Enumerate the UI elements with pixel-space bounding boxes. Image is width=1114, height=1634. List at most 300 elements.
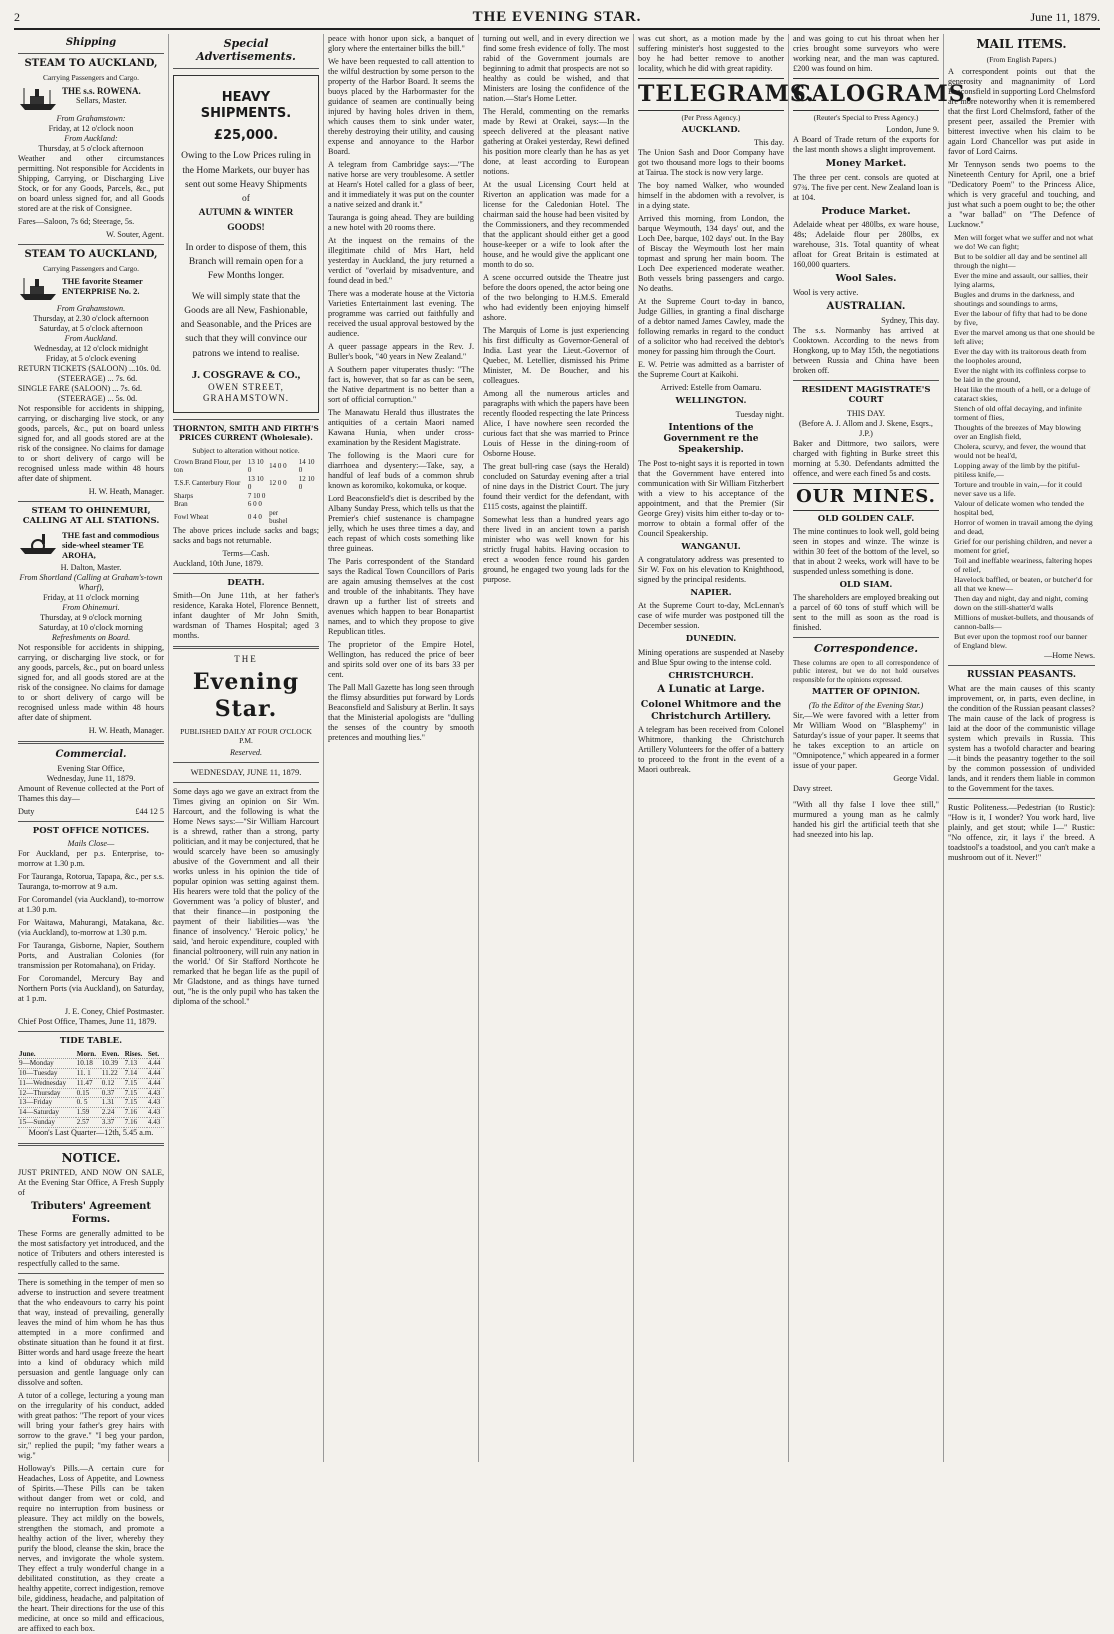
ship3-from-when: Friday, at 11 o'clock morning [43,592,139,602]
matter-heading: MATTER OF OPINION. [812,687,920,698]
tide-cell: 4.44 [147,1059,164,1069]
intentions-heading: Intentions of the Government re the Speakership. [663,422,759,455]
table-row [173,475,319,492]
poem-line: Ever the day with its traitorous death from the loopholes around, [954,346,1087,366]
tele-arrived: Arrived: Estelle from Oamaru. [660,383,762,393]
place-dunedin: DUNEDIN. [685,634,737,645]
calo-paragraph: A Board of Trade return of the exports for the last month shows a slight improvement. [793,134,939,154]
post-office-item: For Coromandel (via Auckland), to-morrow at 1.30 p.m. [18,895,164,915]
ship3-title: STEAM TO OHINEMURI, CALLING AT ALL STATIONS. [22,505,160,527]
poem [948,233,1095,651]
ship2-from2: From Auckland. [64,333,118,343]
tide-col: June. [18,1050,76,1059]
duty-label: Duty [18,806,35,816]
table-row [18,1078,164,1088]
paper-nameplate: Evening Star. [192,669,300,723]
ship2-from2-when: Wednesday, at 12 o'clock midnight [33,343,149,353]
place-wellington: WELLINGTON. [675,396,747,407]
matter-to: (To the Editor of the Evening Star.) [808,700,924,710]
poem-line: Then day and night, day and night, coming down on the still-shatter'd walls [954,593,1089,613]
ad-amount: £25,000. [213,127,279,143]
tele-this-day: This day. [754,138,784,148]
telegram-paragraph: E. W. Petrie was admitted as a barrister of the Supreme Court at Kaikohi. [638,360,784,380]
tide-cell: 4.43 [147,1098,164,1108]
mail-items-heading: MAIL ITEMS. [976,37,1067,51]
news-paragraph: and was going to cut his throat when her cries brought some surveyors who were working near, and the man was captured. £200 was found on him. [793,34,939,73]
table-row [173,500,319,509]
golden-calf-heading: OLD GOLDEN CALF. [817,513,915,524]
ship1-title: STEAM TO AUCKLAND, [24,58,158,70]
mail-items-sub: (From English Papers.) [986,54,1057,64]
ship1-fares: Fares—Saloon, 7s 6d; Steerage, 5s. [18,216,135,226]
tide-cell: 10.18 [76,1059,101,1069]
news-paragraph: The great bull-ring case (says the Herald) concluded on Saturday evening after a trial of nine days in the District Court. The jury found their verdict for the defendant, with £115 costs, against the plaintiff. [483,462,629,511]
ship3-name: THE fast and commodious side-wheel steamer TE AROHA, [62,529,160,561]
notice-note: These Forms are generally admitted to be the most satisfactory yet introduced, and the notice of Tributers and others interested is respectfully called to the same. [18,1228,164,1268]
divider [173,68,319,69]
tide-cell: 12—Thursday [18,1088,76,1098]
money-text: The three per cent. consols are quoted at 97¾. The five per cent. New Zealand loan is at 104. [793,172,939,202]
commercial-office: Evening Star Office, [57,763,125,773]
tide-col: Set. [147,1050,164,1059]
post-office-office: Chief Post Office, Thames, June 11, 1879. [18,1017,157,1027]
ship2-from2-when2: Friday, at 5 o'clock evening [45,353,137,363]
tide-cell: 9—Monday [18,1059,76,1069]
table-row [18,1118,164,1128]
news-paragraph: The Paris correspondent of the Standard says the Radical Town Councillors of Paris are again amusing themselves at the cost and trouble of the inhabitants. They have drawn up a further list of streets and avenues which happen to bear Bonapartist names, and to which they propose to give Republican titles. [328,557,474,636]
calograms-sub: (Reuter's Special to Press Agency.) [813,112,919,122]
price-cell: 12 0 0 [269,478,287,487]
news-paragraph: At the inquest on the remains of the illegitimate child of Mrs Hart, held yesterday in Auckland, the jury returned a verdict of "overlaid by misadventure, and found dead in bed." [328,236,474,285]
price-cell: 13 10 0 [247,457,264,475]
ship1-name: THE s.s. ROWENA. [62,85,141,96]
news-paragraph: turning out well, and in every direction we find some fresh evidence of folly. The most rabid of the Government journals are beginning to admit that prospects are not so healthy as could be wished, and that Ministers are losing the confidence of the nation.—Star's Home Letter. [483,34,629,103]
section-heading-special: Special Advertisements. [196,37,296,64]
ship3-from2-when2: Saturday, at 10 o'clock morning [39,622,143,632]
news-paragraph: The Herald, commenting on the remarks made by Rewi at Orakei, says:—In the speech delivered at the pleasant native gathering at Orakei yesterday, Rewi defined his position more clearly than he has as yet done, at least according to European notions. [483,107,629,176]
poem-line: Bugles and drums in the darkness, and shoutings and soundings to arms, [954,289,1075,309]
divider [948,665,1095,666]
ad-addr1: OWEN STREET, [208,382,284,393]
poem-source: —Home News. [1044,650,1095,660]
editorial-paragraph: Some days ago we gave an extract from the Times giving an opinion on Sir Wm. Harcourt, and the following is what the Home News says:—"Sir William Harcourt is a shrewd, rather than a strong, party politician, and it may be conjectured, that he would scarcely have been so amusingly abusive of the Government and all their works unless in his opinion the tide of popular opinion was setting against them. His hearers were told that the policy of the Government was 'a policy of bluster', and that their finance—in postponing the payment of their liabilities—was 'the finance of insolvency.' 'Heroic policy,' he said, 'and heroic expenditure, coupled with financial poltroonery, will ruin any nation in the world.' Of Sir Stafford Northcote he remarked that he began life as the pupil of Mr Gladstone, and as things have turned out, "he is the only pupil who has taken the diploma of the school." [173,786,319,1006]
ship2-from-when2: Saturday, at 5 o'clock afternoon [39,323,143,333]
price-cell: 14 0 0 [269,461,287,470]
telegram-paragraph: Arrived this morning, from London, the barque Weymouth, 134 days' out, and the Loch Dee, barque, 102 days' out. In the Bay of Biscay the Weymouth lost her main topmast and sprung her main boom. The Loch Dee experienced moderate weather. Both vessels bring passengers and cargo. No deaths. [638,214,784,294]
misc-paragraph: There is something in the temper of men so adverse to instruction and severe treatment that the who endeavours to carry his point that way, instead of prevailing, generally leaves the mind of him whom he has thus attempted in a more confirmed and obstinate situation than he found it at first. Bitter words and hard usage freeze the heart into a kind of obduracy which mild persuasion and gentle language only can dissolve and soften. [18,1277,164,1387]
mail-paragraph: Mr Tennyson sends two poems to the Nineteenth Century for April, one a brief "Dedicatory Poem" to the Princess Alice, which is very graceful and touching, and just what such a poem ought to be; the other a "war ballad" on "The Defence of Lucknow." [948,159,1095,229]
divider [793,380,939,381]
ship2-ticket: (STEERAGE) ... 7s. 6d. [58,373,138,383]
poem-line: Grief for our perishing children, and never a moment for grief, [954,536,1093,556]
colonel-text: A telegram has been received from Colonel Whitmore, thanking the Christchurch Artillery Volunteers for the offer of a battery to proceed to the front in the event of a Maori outbreak. [638,725,784,775]
ship3-master: H. Dalton, Master. [60,562,122,572]
paper-sub: PUBLISHED DAILY AT FOUR O'CLOCK P.M. [180,726,312,746]
poem-line: Havelock baffled, or beaten, or butcher'd for all that we knew— [954,574,1093,594]
cosgrave-advertisement [173,75,319,413]
rm-day: THIS DAY. [846,408,886,418]
misc-paragraph: Holloway's Pills.—A certain cure for Headaches, Loss of Appetite, and Lowness of Spirits.—These Pills can be taken without danger from wet or cold, and require no interruption from business or pleasure. They act mildly on the bowels, strengthen the stomach, and promote a healthy action of the liver, whereby they purify the blood, cleanse the skin, brace the nerves, and invigorate the whole system. They effect a truly wonderful change in a debilitated constitution, as they create a healthy appetite, correct indigestion, remove bile, giddiness, headache, and palpitation of the heart. Their directions for the use of this medicine, at once so mild and efficacious, are affixed to each box. [18,1463,164,1633]
column-1 [14,34,169,1633]
telegram-paragraph: The boy named Walker, who wounded himself in the abdomen with a revolver, is in a dying state. [638,181,784,211]
news-paragraph: The proprietor of the Empire Hotel, Wellington, has reduced the price of beer and spirits sold over one of its bars 33 per cent. [328,640,474,679]
ship2-ticket: SINGLE FARE (SALOON) ... 7s. 6d. [18,383,143,393]
telegram-paragraph: At the Supreme Court to-day in banco, Judge Gillies, in granting a final discharge of a debtor named James Cawley, made the following remarks in regard to the conduct of a solicitor who had received the debtor's money for passing him through the Court. [638,297,784,357]
divider [18,244,164,245]
tide-cell: 0. 5 [76,1098,101,1108]
post-office-item: For Tauranga, Gisborne, Napier, Southern Ports, and Australian Colonies (for transmission per Rotomahana), on Friday. [18,941,164,971]
price-cell: 6 0 0 [247,500,262,509]
divider [18,1273,164,1274]
ad-title: HEAVY SHIPMENTS. [200,89,292,121]
telegrams-heading: TELEGRAMS. [638,78,784,111]
poem-line: Ever the mine and assault, our sallies, their lying alarms, [954,270,1089,290]
table-row [18,1059,164,1069]
ship2-agent: H. W. Heath, Manager. [88,486,164,496]
column-6 [789,34,974,1462]
poem-line: Stench of old offal decaying, and infinite torment of flies, [954,403,1082,423]
news-paragraph: The Marquis of Lorne is just experiencing his first difficulty as Governor-General of India. Last year the Lieut.-Governor of Quebec, M. Letellier, dismissed his Prime Minister, M. De Boucher, and his colleagues. [483,326,629,385]
ad-firm: J. COSGRAVE & CO., [191,368,301,381]
tide-cell: 7.15 [124,1098,147,1108]
ship1-from: From Grahamstown: [56,113,126,123]
price-cell: 0 4 0 [247,513,262,522]
commercial-text: Amount of Revenue collected at the Port of Thames this day— [18,783,164,803]
prices-note: The above prices include sacks and bags; sacks and bags not returnable. [173,525,319,545]
ad-addr2: GRAHAMSTOWN. [202,393,290,404]
news-paragraph: There was a moderate house at the Victoria Varieties Entertainment last evening. The programme was carried out faithfully and received the usual approval bestowed by the audience. [328,289,474,338]
ship3-from: From Shortland (Calling at Graham's-town Wharf), [19,572,163,592]
prices-date: Auckland, 10th June, 1879. [173,558,264,568]
russian-text: What are the main causes of this scanty improvement, or, in parts, even decline, in the condition of the Russian peasant classes? The main cause of the lack of progress is laid at the door of the communistic village system which prevails in Russia. This system has a twofold character and bearing—it binds the peasantry together to the soil by the common possession of undivided lands, and it renders them liable in common to the Government for the taxes. [948,683,1095,793]
tide-cell: 2.57 [76,1118,101,1128]
ship1-ad [18,86,164,112]
divider [18,741,164,744]
news-paragraph: A scene occurred outside the Theatre just before the doors opened, the actor being one of the two belonging to H.M.S. Emerald who had evidently been enjoying himself ashore. [483,273,629,322]
rm-before: (Before A. J. Allom and J. Skene, Esqrs., J.P.) [799,418,933,438]
calograms-heading: CALOGRAMS. [793,78,939,111]
tide-cell: 15—Sunday [18,1118,76,1128]
divider [18,501,164,502]
price-cell: Fowl Wheat [174,513,209,522]
poem-line: Valour of delicate women who tended the hospital bed, [954,498,1084,518]
telegrams-sub: (Per Press Agency.) [681,112,741,122]
ship3-refresh: Refreshments on Board. [51,632,131,642]
notice-title: Tributers' Agreement Forms. [30,1201,152,1225]
ship2-ticket: RETURN TICKETS (SALOON) ...10s. 0d. [18,363,161,373]
tide-header-row [18,1050,164,1059]
newspaper-title: THE EVENING STAR. [472,8,642,25]
wanganui-text: A congratulatory address was presented to Sir W. Fox on his elevation to Knighthood, signed by the principal residents. [638,554,784,584]
news-paragraph: We have been requested to call attention to the wilful destruction by some person to the property of the Harbor Board. It seems the buoys placed by the Harbormaster for the guidance of seamen are continually being injured by having holes driven in them, which causes them to sink under water, thereby destroying their utility, and causing expense and annoyance to the Harbor Board. [328,57,474,156]
correspondence-heading: Correspondence. [813,642,919,656]
divider [173,762,319,763]
ship2-ad [18,276,164,302]
paper-the: THE [234,654,258,665]
poem-line: Toil and ineffable weariness, faltering hopes of relief, [954,555,1093,575]
price-cell: 13 10 0 [247,474,264,492]
ship1-from2-when: Thursday, at 5 o'clock afternoon [38,143,144,153]
tide-cell: 10.39 [101,1059,124,1069]
divider [793,637,939,638]
poem-line: Ever the labour of fifty that had to be done by five, [954,308,1088,328]
tide-cell: 7.15 [124,1078,147,1088]
ship1-note: Weather and other circumstances permitting. Not responsible for Accidents in Shipping, Carrying, or Discharging Live Stock, or for any Goods, Parcels, &c., put on board unless signed for, and all Goods stored are at the risk of Consignee. [18,153,164,213]
money-heading: Money Market. [825,157,907,169]
wool-heading: Wool Sales. [835,273,897,285]
divider [18,821,164,822]
post-office-sign: J. E. Coney, Chief Postmaster. [64,1007,164,1017]
tide-cell: 1.31 [101,1098,124,1108]
news-paragraph: peace with honor upon sick, a banquet of glory where the entertainer bilks the bill." [328,34,474,53]
divider [18,1143,164,1146]
poem-line: Torture and trouble in vain,—for it could never save us a life. [954,479,1082,499]
prices-table [173,458,319,526]
dunedin-text: Mining operations are suspended at Naseby and Blue Spur owing to the intense cold. [638,647,784,667]
death-heading: DEATH. [227,577,265,588]
death-text: Smith—On June 11th, at her father's residence, Karaka Hotel, Florence Bennett, infant daughter of Mr John Smith, wardsman of Thames Hospital; aged 3 months. [173,591,319,641]
news-paragraph: A telegram from Cambridge says:—"The native horse are very troublesome. A settler at Hearn's Hotel called for a glass of beer, and it immediately it was put on the counter a native seized and drank it." [328,160,474,209]
notice-heading: NOTICE. [61,1150,121,1165]
tide-cell: 4.43 [147,1088,164,1098]
tide-cell: 7.16 [124,1118,147,1128]
table-row [18,1108,164,1118]
poem-line: Millions of musket-bullets, and thousands of cannon-balls— [954,612,1094,632]
place-auckland: AUCKLAND. [681,124,741,135]
old-siam-text: The shareholders are employed breaking out a parcel of 60 tons of stuff which will be sent to the mill as soon as the road is finished. [793,593,939,633]
rm-text: Baker and Dittmore, two sailors, were charged with fighting in Burke street this morning at 5.30. Defendants admitted the offence, and were each fined 5s and costs. [793,438,939,478]
ship1-from-when: Friday, at 12 o'clock noon [48,123,134,133]
prices-sub: Subject to alteration without notice. [192,445,300,455]
tide-cell: 0.15 [76,1088,101,1098]
ship2-from-when: Thursday, at 2.30 o'clock afternoon [33,313,149,323]
price-cell: 12 10 0 [298,474,315,492]
tide-moon: Moon's Last Quarter—12th, 5.45 a.m. [28,1127,154,1137]
produce-text: Adelaide wheat per 480lbs, ex ware house, 48s; Adelaide flour per 280lbs, ex warehouse, 31s. Total quantity of wheat afloat for Great Britain is estimated at 160,000 quarters. [793,220,939,270]
tide-cell: 1.59 [76,1108,101,1118]
news-paragraph: Somewhat less than a hundred years ago there lived in an ancient town a parish minister who was well known for his strictly frugal habits. Having occasion to erect a wooden fence round his garden ground, he engaged two young lads for the purpose. [483,515,629,584]
poem-line: Ever the marvel among us that one should be left alive; [954,327,1095,347]
tide-cell: 0.12 [101,1078,124,1088]
ad-body4: We will simply state that the Goods are all New, Fashionable, and Seasonable, and the Prices are such that they will convince our patrons we intend to realise. [180,291,312,359]
steamship-icon [18,276,58,302]
tide-cell: 7.13 [124,1059,147,1069]
matter-place: Davy street. [793,783,833,793]
column-3 [324,34,479,1462]
ship3-from2-when: Thursday, at 9 o'clock morning [40,612,142,622]
produce-heading: Produce Market. [821,205,911,217]
columns [14,34,1100,1633]
tide-cell: 4.44 [147,1078,164,1088]
old-siam-heading: OLD SIAM. [839,579,893,590]
place-napier: NAPIER. [690,587,732,598]
table-row [18,1069,164,1079]
news-paragraph: At the usual Licensing Court held at Riverton an application was made for a license for the Caledonian Hotel. The chairman said the house had been visited by the Commissioners, and they recommended that the applicant should either get a good house-keeper or a wife to look after the house, and he would give the applicant one month to do so. [483,180,629,269]
news-paragraph: A queer passage appears in the Rev. J. Buller's book, "40 years in New Zealand." [328,342,474,361]
tide-col: Rises. [124,1050,147,1059]
poem-line: Ever the night with its coffinless corpse to be laid in the ground, [954,365,1086,385]
post-office-sub: Mails Close— [67,839,115,849]
sydney-date: Sydney, This day. [881,315,939,325]
ad-body3: In order to dispose of them, this Branch will remain open for a Few Months longer. [185,242,307,282]
australian-text: The s.s. Normanby has arrived at Cooktown. According to the news from Hongkong, up to May 15th, the negotiations between Russia and China have been broken off. [793,325,939,375]
colonel-heading: Colonel Whitmore and the Christchurch Artillery. [640,699,782,722]
tide-cell: 4.43 [147,1108,164,1118]
tide-cell: 0.37 [101,1088,124,1098]
mail-paragraph: A correspondent points out that the generosity and magnanimity of Lord Beaconsfield in supporting Lord Chelmsford are more noteworthy when it is remembered that the first Lord Chelmsford, father of the present peer, assailed the Premier with bitterest invective when his claim to be again Lord Chancellor was put aside in favor of Lord Cairns. [948,66,1095,156]
column-4 [479,34,634,1462]
matter-text: Sir,—We were favored with a letter from Mr William Wood on "Blasphemy" in Saturday's issue of your paper. It seems that he takes exception to an article on "Omnipotence," which appeared in a former issue of your paper. [793,710,939,770]
divider [173,782,319,783]
ship2-sub: Carrying Passengers and Cargo. [42,263,140,273]
ship3-agent: H. W. Heath, Manager. [88,725,164,735]
golden-calf-text: The mine continues to look well, gold being seen in stopes and winze. The winze is within 30 feet of the bottom of the level, so that in about 2 weeks, work will have to be suspended unless something is done. [793,526,939,576]
divider [173,646,319,649]
news-paragraph: The Manawatu Herald thus illustrates the antiquities of a certain Maori named Kawana Hunia, when under cross-examination by the Resident Magistrate. [328,408,474,447]
tide-cell: 3.37 [101,1118,124,1128]
tide-cell: 13—Friday [18,1098,76,1108]
poem-line: Thoughts of the breezes of May blowing over an English field, [954,422,1081,442]
editorial-date: WEDNESDAY, JUNE 11, 1879. [190,767,302,778]
ship2-from: From Grahamstown. [56,303,126,313]
tide-table [18,1050,164,1128]
table-row [18,1098,164,1108]
news-paragraph: Among all the numerous articles and paragraphs with which the papers have been recently flooded respecting the late Princess Alice, I have nowhere seen recorded the curious fact that she was married to Prince Louis of Hesse in the dining-room of Osborne House. [483,389,629,458]
post-office-item: For Waitawa, Mahurangi, Matakana, &c. (via Auckland), to-morrow at 1.30 p.m. [18,918,164,938]
news-paragraph: was cut short, as a motion made by the suffering minister's host suggested to the boy he had better remove to another locality, which he did with great rapidity. [638,34,784,73]
price-cell: Sharps [174,491,194,500]
news-paragraph: Lord Beaconsfield's diet is described by the Albany Sunday Press, which tells us that the Premier's chief sustenance is champagne jelly, which he uses three times a day, and each repast of which costs something like three guineas. [328,494,474,553]
telegram-paragraph: The Union Sash and Door Company have got two thousand more logs to their booms at Tairua. The stock is now very large. [638,148,784,178]
table-row [18,1088,164,1098]
poem-line: Men will forget what we suffer and not what we do! We can fight; [954,232,1094,252]
rustic-paragraph: Rustic Politeness.—Pedestrian (to Rustic): "How is it, I wonder? You work hard, live plainly, and get stout; while I—" Rustic: "No offence, zir, it lays i' the breed. A toadstool's a toadstool, and you can't make a mushroom out of it. Never!" [948,802,1095,862]
ship2-note: Not responsible for accidents in shipping, carrying, or discharging live stock, or any goods, parcels, &c., put on board unless signed for, and all goods stored are at the risk of the consignee. No claims for damage to or short delivery of cargo will be recognised unless made within 48 hours after date of shipment. [18,403,164,483]
prices-terms: Terms—Cash. [222,548,270,558]
steamship-icon [18,86,58,112]
ship3-ad [18,530,164,561]
price-cell: 14 10 0 [298,457,315,475]
poem-line: But ever upon the topmost roof our banner of England blew. [954,631,1088,651]
mines-heading: OUR MINES. [793,483,939,511]
tide-cell: 11—Wednesday [18,1078,76,1088]
divider [948,798,1095,799]
divider [173,573,319,574]
ad-body1: Owing to the Low Prices ruling in the Home Markets, our buyer has sent out some Heavy Shipments of [181,151,311,205]
tide-cell: 14—Saturday [18,1108,76,1118]
russian-heading: RUSSIAN PEASANTS. [966,669,1076,680]
tide-col: Even. [101,1050,124,1059]
tide-col: Morn. [76,1050,101,1059]
news-paragraph: The Pall Mall Gazette has long seen through the flimsy absurdities put forward by Lords Beaconsfield and Salisbury at Berlin. It says that the Ministerial apologists are "dulling the senses of the country by smooth pretences and mouthing lies." [328,683,474,742]
tide-cell: 7.15 [124,1088,147,1098]
poem-line: Cholera, scurvy, and fever, the wound that would not be heal'd, [954,441,1086,461]
tele-tuesday: Tuesday night. [735,409,784,419]
ship1-agent: W. Souter, Agent. [106,229,164,239]
news-paragraph: The following is the Maori cure for diarrhoea and dysentery:—Take, say, a handful of leaf buds of a common shrub known as koromiko, kokomuka, or koque. [328,451,474,490]
divider [18,1031,164,1032]
wool-text: Wool is very active. [793,287,859,297]
section-heading-shipping: Shipping [65,37,117,48]
duty-value: £44 12 5 [135,806,164,816]
ad-body2: AUTUMN & WINTER GOODS! [198,208,294,233]
tide-cell: 11.47 [76,1078,101,1088]
issue-date: June 11, 1879. [1030,9,1100,24]
ship2-ticket: (STEERAGE) ... 5s. 0d. [58,393,138,403]
place-christchurch: CHRISTCHURCH. [668,670,754,681]
ship1-sub: Carrying Passengers and Cargo. [42,73,140,83]
post-office-item: For Tauranga, Rotorua, Tapapa, &c., per s.s. Tauranga, to-morrow at 9 a.m. [18,872,164,892]
calo-london: London, June 9. [886,124,939,134]
post-office-heading: POST OFFICE NOTICES. [32,825,150,836]
tide-cell: 11.22 [101,1069,124,1079]
table-row [173,458,319,475]
price-cell: per bushel [269,508,288,526]
tide-cell: 10—Tuesday [18,1069,76,1079]
paper-reserved: Reserved. [229,748,263,758]
napier-text: At the Supreme Court to-day, McLennan's case of wife murder was postponed till the December session. [638,601,784,631]
ship2-name: THE favorite Steamer ENTERPRISE No. 2. [62,275,143,297]
notice-body: JUST PRINTED, AND NOW ON SALE, At the Evening Star Office, A Fresh Supply of [18,1168,164,1198]
table-row [173,492,319,501]
divider [173,419,319,420]
matter-sign: George Vidal. [893,773,939,783]
post-office-item: For Coromandel, Mercury Bay and Northern Ports (via Auckland), on Saturday, at 1 p.m. [18,974,164,1004]
quote-paragraph: "With all thy false I love thee still," murmured a young man as he calmly handed his girl the artificial teeth that she had sneezed into his lap. [793,799,939,839]
ship3-from2: From Ohinemuri. [62,602,120,612]
column-7 [944,34,1099,1462]
intentions-text: The Post to-night says it is reported in town that the Government have entered into communication with Sir William Fitzherbert with a view to his acceptance of the appointment, and that the Premier (Sir George Grey) visits him either to-day or to-morrow to obtain a formal offer of the Council Speakership. [638,458,784,538]
price-cell: 7 10 0 [247,491,266,500]
price-cell: Crown Brand Flour, per ton [174,457,241,475]
ship3-note: Not responsible for accidents in shipping, carrying, or discharging live stock, or for any goods, parcels, &c., put on board unless signed for, and all goods stored are at the risk of the consignee. No claims for damage to or short delivery of cargo will be recognised unless made within 48 hours after date of shipment. [18,642,164,722]
divider [18,53,164,54]
tide-cell: 4.44 [147,1069,164,1079]
tide-table-heading: TIDE TABLE. [59,1036,123,1047]
ship1-from2: From Auckland: [64,133,118,143]
tide-cell: 4.43 [147,1118,164,1128]
masthead [14,6,1100,30]
prices-heading: THORNTON, SMITH AND FIRTH'S PRICES CURRENT (Wholesale). [173,424,319,443]
page-number: 2 [14,9,20,24]
tide-cell: 11. 1 [76,1069,101,1079]
poem-line: Horror of women in travail among the dying and dead, [954,517,1093,537]
duty-line [18,807,164,817]
commercial-date: Wednesday, June 11, 1879. [46,773,136,783]
poem-line: But to be soldier all day and be sentinel all through the night— [954,251,1088,271]
lunatic-heading: A Lunatic at Large. [657,684,765,696]
news-paragraph: Tauranga is going ahead. They are building a new hotel with 20 rooms there. [328,213,474,232]
misc-paragraph: A tutor of a college, lecturing a young man on the irregularity of his conduct, added with great pathos: "The report of your vices will bring your father's grey hairs with sorrow to the grave." "I beg your pardon, sir," replied the pupil; "my father wears a wig." [18,1390,164,1460]
price-cell: Bran [174,500,188,509]
tide-cell: 7.16 [124,1108,147,1118]
poem-line: Heat like the mouth of a hell, or a deluge of cataract skies, [954,384,1091,404]
ship2-title: STEAM TO AUCKLAND, [24,248,158,260]
paddle-steamer-icon [18,530,58,556]
ship1-master: Sellars, Master. [76,96,127,106]
column-2 [169,34,324,1462]
poem-line: Lopping away of the limb by the pitiful-pitiless knife,— [954,460,1080,480]
australian-heading: AUSTRALIAN. [826,300,906,312]
section-heading-commercial: Commercial. [55,748,127,760]
price-cell: T.S.F. Canterbury Flour [174,478,241,487]
news-paragraph: A Southern paper vituperates thusly: "The fact is, however, that so far as can be seen, the Native department is no better than a sort of official corruption." [328,365,474,404]
tide-cell: 7.14 [124,1069,147,1079]
correspondence-note: These columns are open to all correspondence of public interest, but we do not hold ourselves responsible for the opinions expressed. [793,658,939,684]
post-office-item: For Auckland, per p.s. Enterprise, to-morrow at 1.30 p.m. [18,849,164,869]
tide-cell: 2.24 [101,1108,124,1118]
place-wanganui: WANGANUI. [681,541,741,552]
